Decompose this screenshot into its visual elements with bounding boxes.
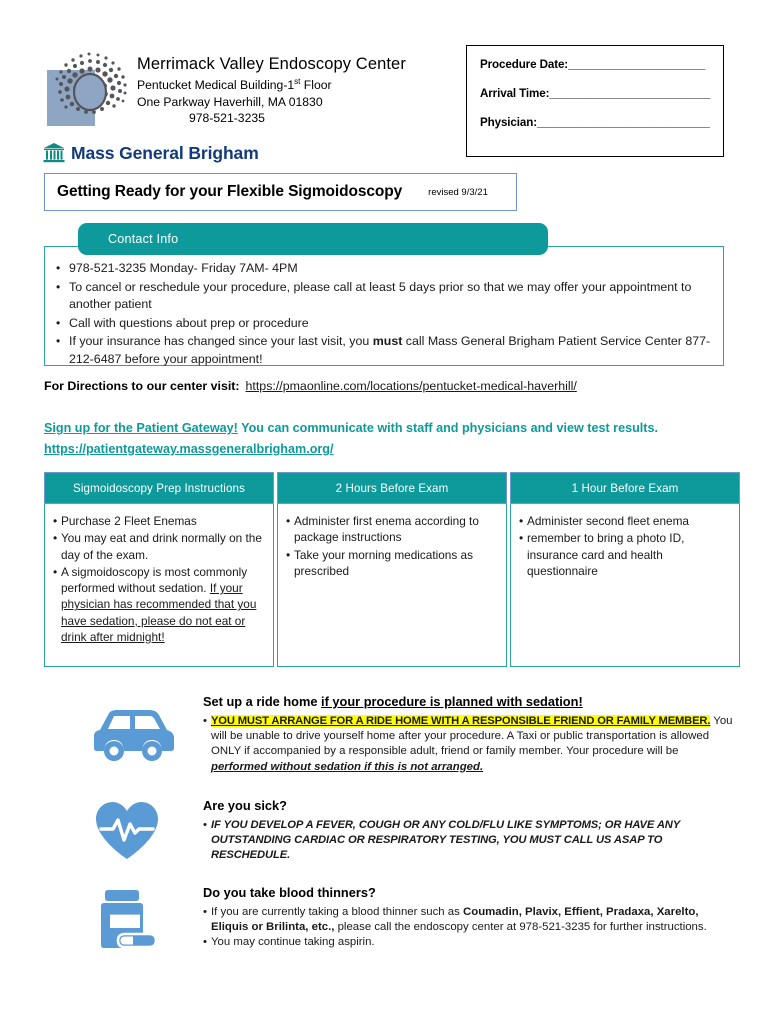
physician-field[interactable]: Physician:_____________________________	[480, 116, 710, 129]
bullet-icon: •	[203, 715, 207, 727]
clinic-phone: 978-521-3235	[189, 111, 265, 126]
column-header: 1 Hour Before Exam	[510, 472, 740, 504]
contact-info-tab	[78, 223, 548, 255]
revision-date: revised 9/3/21	[428, 186, 488, 198]
bullet-icon: •	[286, 514, 291, 528]
directions-line	[44, 379, 577, 393]
prep-column-sigmoidoscopy	[44, 472, 274, 667]
list-item: • Call with questions about prep or procedure	[56, 315, 716, 333]
ride-home-section	[203, 694, 733, 775]
clinic-address: One Parkway Haverhill, MA 01830	[137, 94, 323, 109]
list-item: • IF YOU DEVELOP A FEVER, COUGH OR ANY COLD/FLU LIKE SYMPTOMS; OR HAVE ANY OUTSTANDING CARDIAC OR RESPIRATORY TESTING, YOU MUST CALL US ASAP TO RESCHEDULE.	[203, 818, 733, 864]
list-item: • To cancel or reschedule your procedure, please call at least 5 days prior so that we may offer your appointment to another patient	[56, 279, 716, 314]
classical-building-icon	[43, 142, 65, 164]
bullet-icon: •	[519, 514, 524, 528]
clinic-name: Merrimack Valley Endoscopy Center	[137, 55, 406, 73]
clinic-text-block	[137, 54, 457, 127]
list-item: • If you are currently taking a blood thinner such as Coumadin, Plavix, Effient, Pradaxa, Xarelto, Eliquis or Brilinta, etc., please call the endoscopy center at 978-521-3235 for further instructions.	[203, 905, 738, 935]
ride-home-body	[203, 714, 733, 775]
halftone-circle-logo	[45, 48, 133, 132]
arrival-time-field[interactable]: Arrival Time:___________________________	[480, 87, 710, 100]
column-body	[44, 504, 274, 667]
heart-pulse-icon	[93, 800, 161, 862]
prep-column-one-hour	[510, 472, 740, 667]
blood-thinners-body	[203, 905, 738, 951]
list-item: • You may continue taking aspirin.	[203, 935, 738, 950]
list-item: • remember to bring a photo ID, insurance card and health questionnaire	[519, 531, 685, 578]
are-you-sick-heading: Are you sick?	[203, 798, 287, 813]
patient-gateway-block	[44, 418, 734, 460]
bullet-icon: •	[56, 315, 61, 330]
bullet-icon: •	[56, 334, 61, 348]
list-item: • Purchase 2 Fleet Enemas	[53, 514, 197, 528]
column-body	[510, 504, 740, 667]
blood-thinners-heading: Do you take blood thinners?	[203, 885, 376, 900]
patient-gateway-url[interactable]: https://patientgateway.massgeneralbrigham.org/	[44, 442, 334, 456]
mass-general-brigham-logo	[43, 142, 259, 164]
bullet-icon: •	[56, 261, 61, 275]
list-item: • A sigmoidoscopy is most commonly performed without sedation. If your physician has recommended that you have sedation, please do not eat or drink after midnight!	[53, 564, 257, 645]
contact-info-list	[56, 260, 716, 369]
pill-bottle-icon	[97, 888, 159, 950]
bullet-icon: •	[53, 531, 58, 546]
clinic-building: Pentucket Medical Building-1st Floor	[137, 77, 332, 93]
ride-home-warning: YOU MUST ARRANGE FOR A RIDE HOME WITH A RESPONSIBLE FRIEND OR FAMILY MEMBER.	[211, 715, 711, 727]
list-item: • Administer first enema according to package instructions	[286, 514, 479, 545]
contact-info-label: Contact Info	[108, 232, 179, 246]
bullet-icon: •	[286, 547, 291, 562]
are-you-sick-body	[203, 818, 733, 864]
blood-thinners-section	[203, 885, 738, 951]
list-item: • If your insurance has changed since your last visit, you must call Mass General Brigham Patient Service Center 877-212-6487 before your appointment!	[56, 333, 716, 368]
directions-label: For Directions to our center visit:	[44, 379, 240, 393]
list-item: • 978-521-3235 Monday- Friday 7AM- 4PM	[56, 260, 716, 278]
list-item: • You may eat and drink normally on the day of the exam.	[53, 531, 262, 562]
document-title-bar	[44, 173, 517, 211]
page-title: Getting Ready for your Flexible Sigmoidoscopy	[57, 183, 403, 200]
bullet-icon: •	[203, 936, 207, 949]
bullet-icon: •	[53, 514, 58, 528]
procedure-date-field[interactable]: Procedure Date:_______________________	[480, 58, 705, 71]
are-you-sick-section	[203, 798, 733, 864]
bullet-icon: •	[53, 564, 58, 579]
ride-home-heading: Set up a ride home if your procedure is planned with sedation!	[203, 694, 583, 709]
patient-gateway-link[interactable]: Sign up for the Patient Gateway!	[44, 421, 238, 435]
list-item: • Take your morning medications as prescribed	[286, 547, 474, 578]
clinic-header	[45, 44, 455, 144]
appointment-info-box	[466, 45, 724, 157]
car-icon	[88, 706, 180, 766]
column-body	[277, 504, 507, 667]
column-header: 2 Hours Before Exam	[277, 472, 507, 504]
bullet-icon: •	[519, 531, 524, 546]
bullet-icon: •	[56, 279, 61, 294]
brand-name: Mass General Brigham	[71, 142, 259, 163]
patient-gateway-description: You can communicate with staff and physicians and view test results.	[237, 421, 658, 435]
bullet-icon: •	[203, 906, 207, 918]
list-item: • Administer second fleet enema	[519, 514, 689, 528]
bullet-icon: •	[203, 819, 207, 831]
prep-column-two-hours	[277, 472, 507, 667]
list-item: • YOU MUST ARRANGE FOR A RIDE HOME WITH A RESPONSIBLE FRIEND OR FAMILY MEMBER. You will be unable to drive yourself home after your procedure. A Taxi or public transportation is allowed ONLY if accompanied by a responsible adult, friend or family member. Your procedure will be performed without sedation if this is not arranged.	[203, 714, 733, 775]
directions-url[interactable]: https://pmaonline.com/locations/pentucket-medical-haverhill/	[245, 379, 577, 393]
column-header: Sigmoidoscopy Prep Instructions	[44, 472, 274, 504]
